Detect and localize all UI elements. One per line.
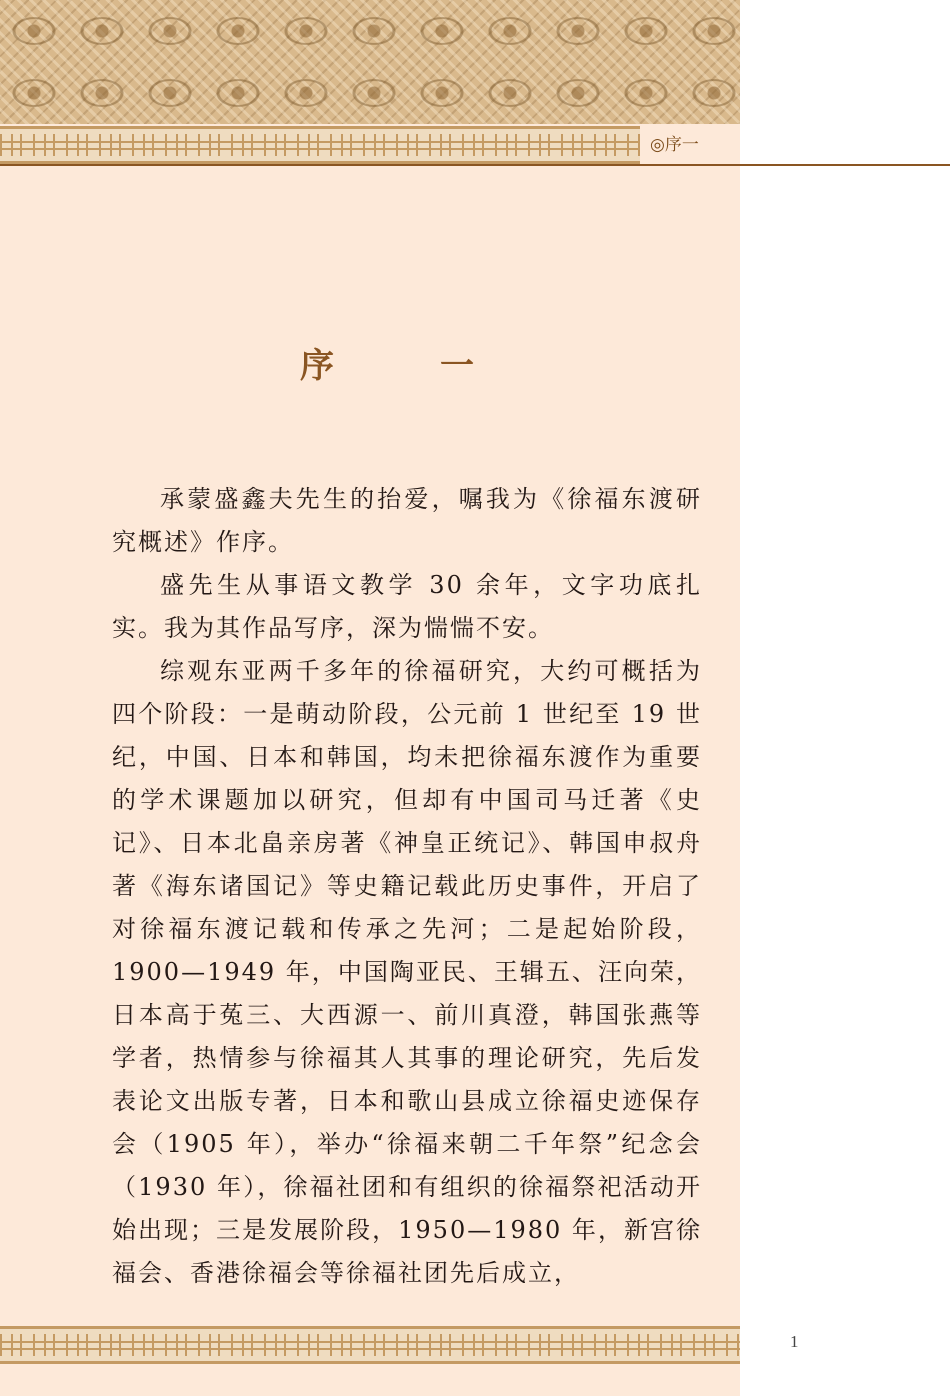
page-title: 序 一 [300, 346, 510, 386]
paragraph: 综观东亚两千多年的徐福研究，大约可概括为四个阶段：一是萌动阶段，公元前 1 世纪至 19 世纪，中国、日本和韩国，均未把徐福东渡作为重要的学术课题加以研究，但却有中国司马迁著《史记》、日本北畠亲房著《神皇正统记》、韩国申叔舟著《海东诸国记》等史籍记载此历史事件，开启了对徐福东渡记载和传承之先河；二是起始阶段，1900—1949 年，中国陶亚民、王辑五、汪向荣，日本高于菟三、大西源一、前川真澄，韩国张燕等学者，热情参与徐福其人其事的理论研究，先后发表论文出版专著，日本和歌山县成立徐福史迹保存会（1905 年），举办“徐福来朝二千年祭”纪念会（1930 年），徐福社团和有组织的徐福祭祀活动开始出现；三是发展阶段，1950—1980 年，新宫徐福会、香港徐福会等徐福社团先后成立， [112, 657, 702, 1287]
page-number: 1 [790, 1332, 799, 1351]
body-text [112, 478, 702, 1295]
greek-key-border-bottom [0, 1326, 740, 1364]
running-header: ◎序一 [650, 135, 699, 155]
decorative-pattern-band [0, 0, 740, 124]
paragraph: 承蒙盛鑫夫先生的抬爱，嘱我为《徐福东渡研究概述》作序。 [112, 485, 702, 556]
paragraph: 盛先生从事语文教学 30 余年，文字功底扎实。我为其作品写序，深为惴惴不安。 [112, 571, 702, 642]
header-rule [0, 164, 950, 166]
greek-key-border-top [0, 126, 640, 164]
